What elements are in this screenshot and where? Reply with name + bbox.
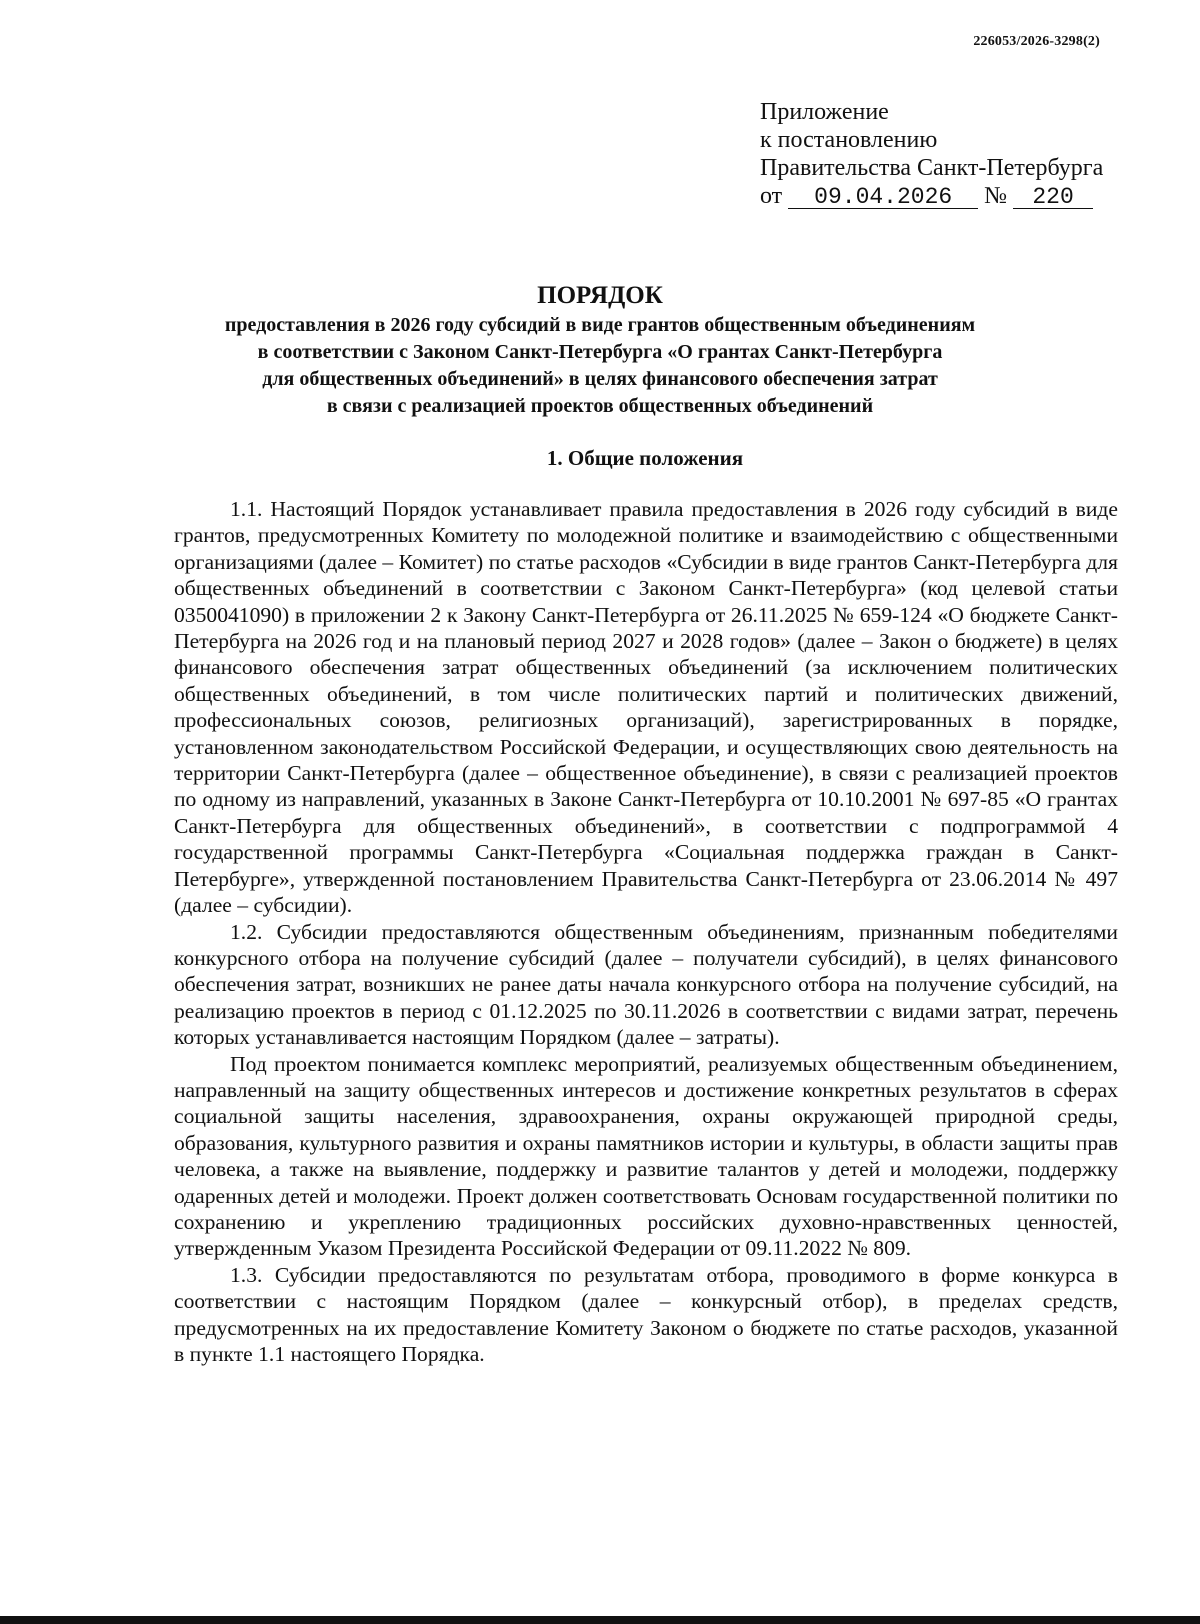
paragraph-1-1: 1.1. Настоящий Порядок устанавливает правила предоставления в 2026 году субсидий в виде грантов, предусмотренных Комитету по молодежной политике и взаимодействию с общественными организациями (далее – Комитет) по статье расходов «Субсидии в виде грантов Санкт-Петербурга для общественных объединений в соответствии с Законом Санкт-Петербурга» (код целевой статьи 0350041090) в приложении 2 к Закону Санкт-Петербурга от 26.11.2025 № 659-124 «О бюджете Санкт-Петербурга на 2026 год и на плановый период 2027 и 2028 годов» (далее – Закон о бюджете) в целях финансового обеспечения затрат общественных объединений (за исключением политических общественных объединений, в том числе политических партий и политических движений, профессиональных союзов, религиозных организаций), зарегистрированных в порядке, установленном законодательством Российской Федерации, и осуществляющих свою деятельность на территории Санкт-Петербурга (далее – общественное объединение), в связи с реализацией проектов по одному из направлений, указанных в Законе Санкт-Петербурга от 10.10.2001 № 697-85 «О грантах Санкт-Петербурга для общественных объединений», в соответствии с подпрограммой 4 государственной программы Санкт-Петербурга «Социальная поддержка граждан в Санкт-Петербурге», утвержденной постановлением Правительства Санкт-Петербурга от 23.06.2014 № 497 (далее – субсидии). bbox=[174, 497, 1118, 918]
number-sign: № bbox=[984, 183, 1008, 209]
appendix-block bbox=[760, 98, 1103, 210]
appendix-line-2: к постановлению bbox=[760, 127, 938, 153]
paragraph-1-2: 1.2. Субсидии предоставляются общественным объединениям, признанным победителями конкурсного отбора на получение субсидий (далее – получатели субсидий), в целях финансового обеспечения затрат, возникших не ранее даты начала конкурсного отбора на получение субсидий, на реализацию проектов в период с 01.12.2025 по 30.11.2026 в соответствии с видами затрат, перечень которых устанавливается настоящим Порядком (далее – затраты). bbox=[174, 919, 1118, 1050]
section-heading: 1. Общие положения bbox=[546, 446, 744, 470]
paragraph-project-definition: Под проектом понимается комплекс мероприятий, реализуемых общественным объединением, направленный на защиту общественных интересов и достижение конкретных результатов в сферах социальной защиты населения, здравоохранения, охраны окружающей природной среды, образования, культурного развития и охраны памятников истории и культуры, в области защиты прав человека, а также на выявление, поддержку и развитие талантов у детей и молодежи, поддержку одаренных детей и молодежи. Проект должен соответствовать Основам государственной политики по сохранению и укреплению традиционных российских духовно-нравственных ценностей, утвержденным Указом Президента Российской Федерации от 09.11.2022 № 809. bbox=[174, 1051, 1118, 1261]
date-prefix: от bbox=[760, 183, 783, 209]
title-line-2: в соответствии с Законом Санкт-Петербурга «О грантах Санкт-Петербурга bbox=[257, 341, 943, 363]
document-id: 226053/2026-3298(2) bbox=[973, 34, 1100, 49]
section-body bbox=[174, 496, 1118, 1367]
decree-number: 220 bbox=[1013, 186, 1093, 209]
document-title: ПОРЯДОК bbox=[537, 282, 663, 309]
scan-edge-bar bbox=[0, 1616, 1200, 1624]
decree-date: 09.04.2026 bbox=[788, 186, 978, 209]
appendix-date-number-row bbox=[760, 182, 1103, 210]
appendix-line-3: Правительства Санкт-Петербурга bbox=[760, 155, 1104, 181]
paragraph-1-3: 1.3. Субсидии предоставляются по результатам отбора, проводимого в форме конкурса в соответствии с настоящим Порядком (далее – конкурсный отбор), в пределах средств, предусмотренных на их предоставление Комитету Законом о бюджете по статье расходов, указанной в пункте 1.1 настоящего Порядка. bbox=[174, 1262, 1118, 1366]
title-line-3: для общественных объединений» в целях финансового обеспечения затрат bbox=[262, 368, 938, 390]
title-line-4: в связи с реализацией проектов общественных объединений bbox=[326, 395, 874, 417]
document-title-block bbox=[150, 280, 1050, 420]
appendix-line-1: Приложение bbox=[760, 99, 889, 125]
title-line-1: предоставления в 2026 году субсидий в виде грантов общественным объединениям bbox=[224, 314, 976, 336]
